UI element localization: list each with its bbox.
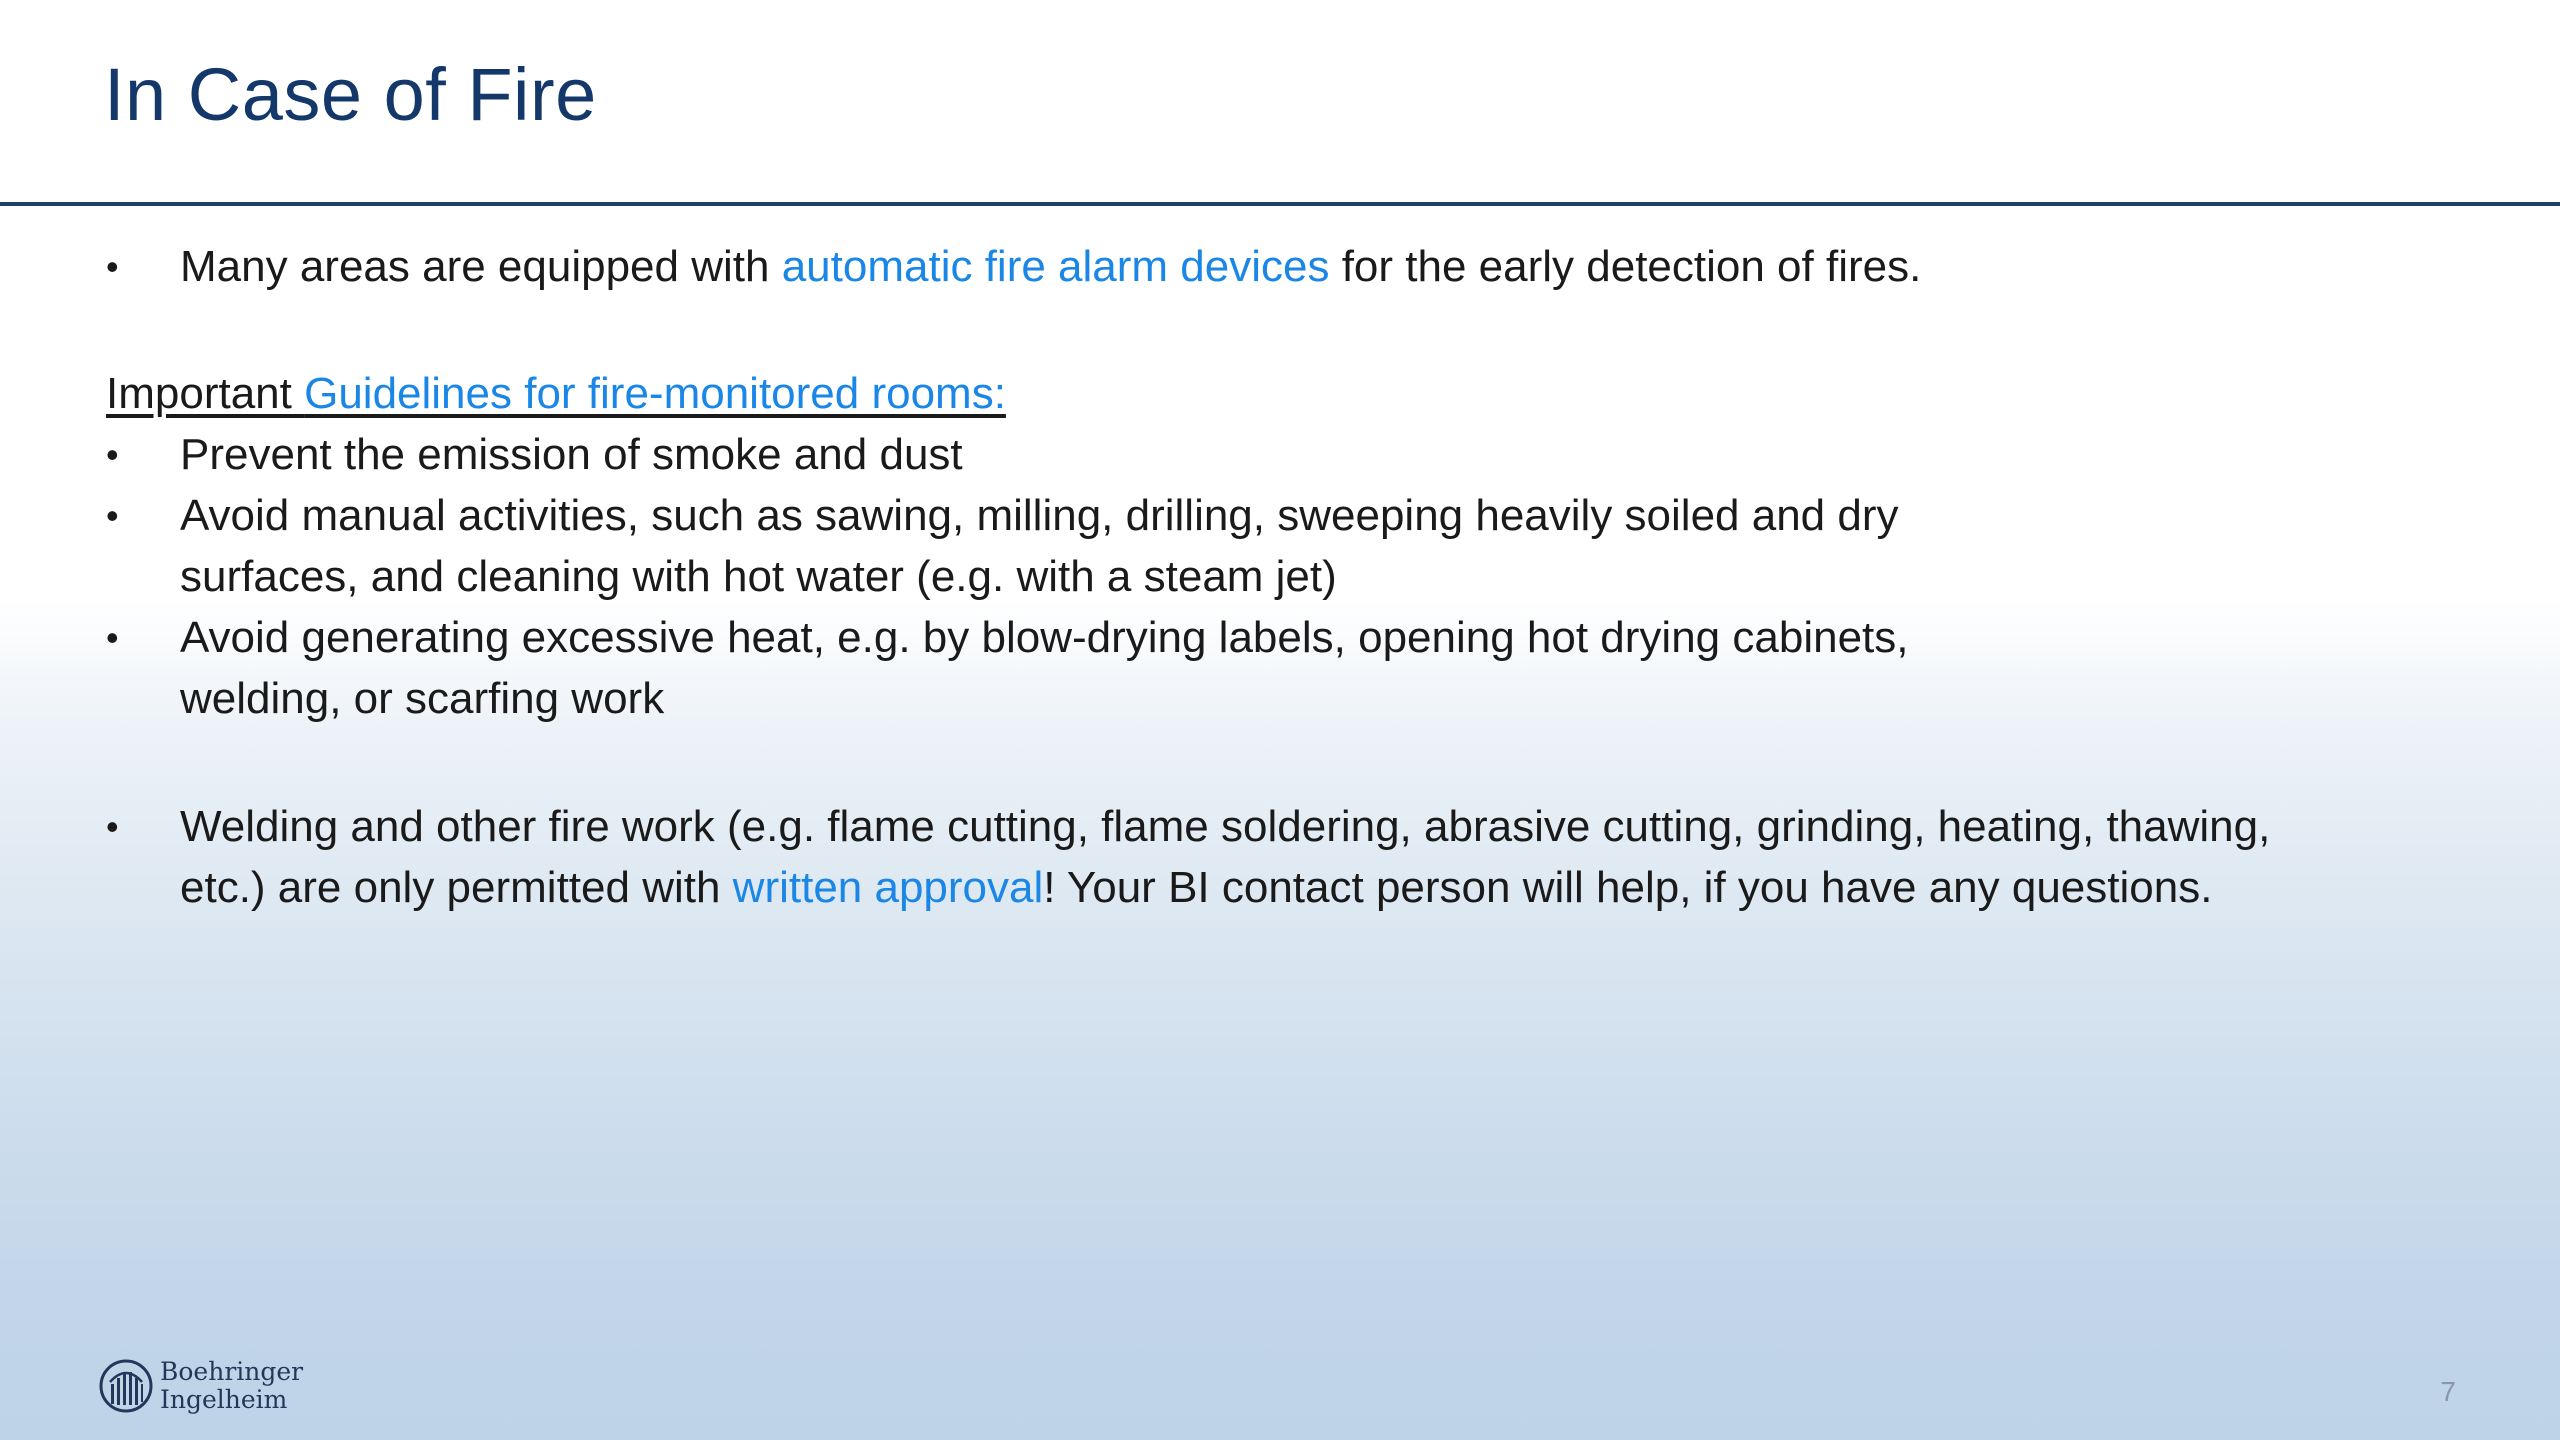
guidelines-heading-prefix: Important — [106, 369, 305, 418]
spacer — [106, 297, 2446, 363]
bullet-dot: • — [106, 434, 119, 475]
guideline-text-line2: surfaces, and cleaning with hot water (e.g. with a steam jet) — [180, 552, 1337, 601]
logo-wordmark — [160, 1358, 303, 1414]
guideline-smoke-dust — [106, 424, 2446, 485]
guideline-text-line2: welding, or scarfing work — [180, 674, 665, 723]
link-guidelines-fire-monitored-rooms[interactable]: Guidelines for fire-monitored rooms: — [304, 369, 1006, 418]
link-automatic-fire-alarm-devices[interactable]: automatic fire alarm devices — [781, 242, 1330, 291]
logo-line2: Ingelheim — [160, 1385, 288, 1414]
bullet-fire-alarm — [106, 236, 2446, 297]
welding-text-after: ! Your BI contact person will help, if you have any questions. — [1043, 863, 2213, 912]
spacer — [106, 729, 2446, 796]
guideline-excessive-heat — [106, 607, 2446, 729]
bullet-welding-approval — [106, 796, 2446, 918]
welding-text-before: etc.) are only permitted with — [180, 863, 733, 912]
guideline-text-line1: Avoid manual activities, such as sawing, milling, drilling, sweeping heavily soiled and dry — [180, 491, 1899, 540]
guideline-text: Prevent the emission of smoke and dust — [180, 430, 963, 479]
guideline-text-line1: Avoid generating excessive heat, e.g. by blow-drying labels, opening hot drying cabinets, — [180, 613, 1909, 662]
slide-title: In Case of Fire — [104, 53, 597, 136]
link-written-approval[interactable]: written approval — [732, 863, 1044, 912]
slide-content — [106, 236, 2446, 918]
guideline-manual-activities — [106, 485, 2446, 607]
bullet-text: for the early detection of fires. — [1329, 242, 1922, 291]
page-number: 7 — [2440, 1376, 2456, 1407]
logo-line1: Boehringer — [160, 1357, 304, 1386]
bullet-dot: • — [106, 806, 119, 847]
bullet-dot: • — [106, 617, 119, 658]
welding-text-line1: Welding and other fire work (e.g. flame cutting, flame soldering, abrasive cutting, grinding, heating, thawing, — [180, 802, 2271, 851]
welding-text-line2 — [180, 857, 2446, 918]
guidelines-heading — [106, 363, 2446, 424]
bullet-dot: • — [106, 246, 119, 287]
bullet-text: Many areas are equipped with — [180, 242, 782, 291]
boehringer-ingelheim-logo-icon — [98, 1358, 154, 1414]
title-divider — [0, 202, 2560, 206]
bullet-dot: • — [106, 495, 119, 536]
company-logo — [98, 1358, 303, 1414]
